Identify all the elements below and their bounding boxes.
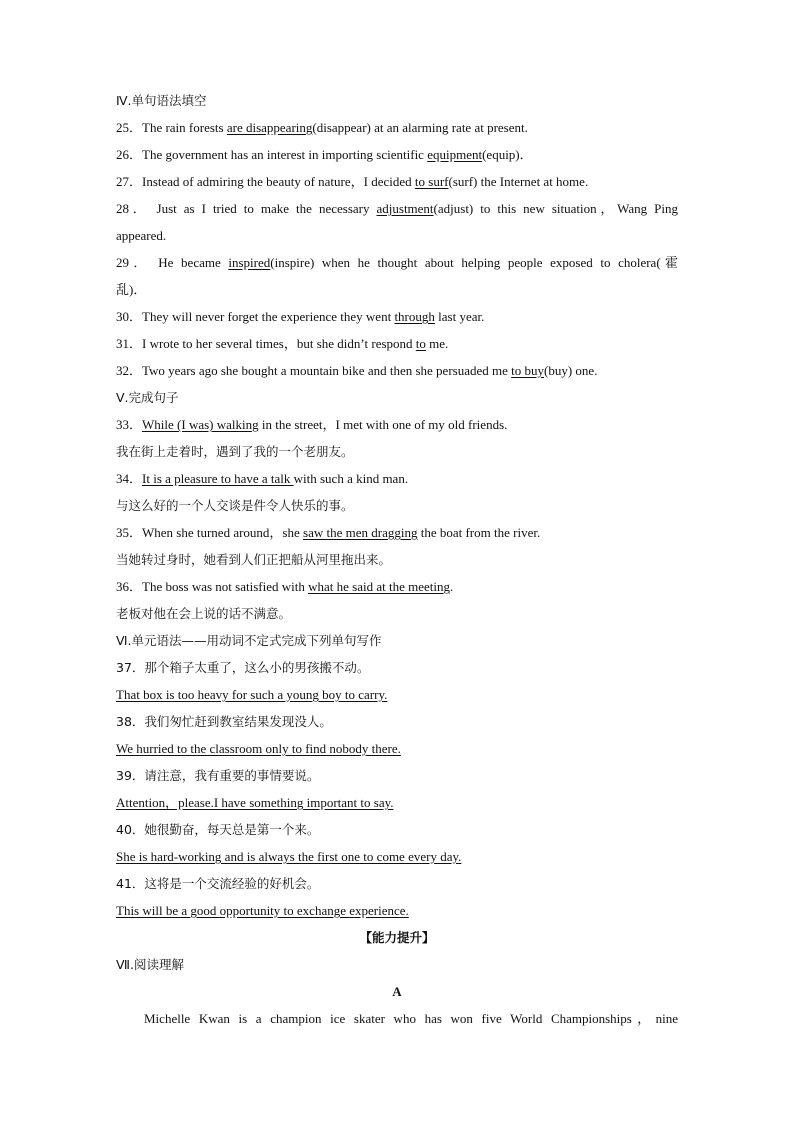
answer-38: We hurried to the classroom only to find nobody there. (116, 741, 401, 756)
question-39: 39．请注意，我有重要的事情要说。 (116, 768, 320, 783)
answer-33: While (I was) walking (142, 417, 259, 432)
question-36-chinese: 老板对他在会上说的话不满意。 (116, 606, 292, 621)
question-25: 25．The rain forests are disappearing(disappear) at an alarming rate at present. (116, 120, 528, 135)
question-28: 28． Just as I tried to make the necessary adjustment(adjust) to this new situation，Wang Ping (116, 201, 678, 216)
question-33: 33．While (I was) walking in the street，I met with one of my old friends. (116, 417, 508, 432)
question-33-chinese: 我在街上走着时，遇到了我的一个老朋友。 (116, 444, 354, 459)
answer-29: inspired (228, 255, 271, 270)
ability-heading: 【能力提升】 (359, 930, 435, 945)
answer-30: through (394, 309, 435, 324)
answer-26: equipment (427, 147, 483, 162)
question-31: 31．I wrote to her several times，but she didn’t respond to me. (116, 336, 449, 351)
question-35-chinese: 当她转过身时，她看到人们正把船从河里拖出来。 (116, 552, 392, 567)
section-6-heading: Ⅵ.单元语法——用动词不定式完成下列单句写作 (116, 633, 382, 648)
section-4-heading: Ⅳ.单句语法填空 (116, 93, 207, 108)
worksheet-page (116, 92, 678, 1028)
answer-27: to surf (414, 174, 449, 189)
question-35: 35．When she turned around，she saw the men dragging the boat from the river. (116, 525, 541, 540)
question-28-continued: appeared. (116, 228, 167, 243)
answer-28: adjustment (376, 201, 434, 216)
question-37: 37．那个箱子太重了，这么小的男孩搬不动。 (116, 660, 370, 675)
question-29-continued: 乱)． (116, 282, 147, 297)
answer-31: to (415, 336, 426, 351)
question-34: 34．It is a pleasure to have a talk with such a kind man. (116, 471, 409, 486)
answer-37: That box is too heavy for such a young boy to carry. (116, 687, 388, 702)
question-34-chinese: 与这么好的一个人交谈是件令人快乐的事。 (116, 498, 354, 513)
question-30: 30．They will never forget the experience they went through last year. (116, 309, 485, 324)
question-41: 41．这将是一个交流经验的好机会。 (116, 876, 320, 891)
answer-34: It is a pleasure to have a talk (142, 471, 294, 486)
question-29: 29． He became inspired(inspire) when he thought about helping people exposed to cholera(霍 (116, 255, 678, 270)
passage-label: A (392, 984, 402, 999)
answer-32: to buy (511, 363, 545, 378)
section-5-heading: Ⅴ.完成句子 (116, 390, 179, 405)
answer-40: She is hard-working and is always the first one to come every day. (116, 849, 462, 864)
answer-25: are disappearing (226, 120, 313, 135)
question-38: 38．我们匆忙赶到教室结果发现没人。 (116, 714, 332, 729)
question-27: 27．Instead of admiring the beauty of nature，I decided to surf(surf) the Internet at home. (116, 174, 589, 189)
question-40: 40．她很勤奋，每天总是第一个来。 (116, 822, 320, 837)
question-36: 36．The boss was not satisfied with what he said at the meeting. (116, 579, 454, 594)
question-32: 32．Two years ago she bought a mountain bike and then she persuaded me to buy(buy) one. (116, 363, 598, 378)
answer-41: This will be a good opportunity to exchange experience. (116, 903, 409, 918)
question-26: 26．The government has an interest in importing scientific equipment(equip)． (116, 147, 533, 162)
section-7-heading: Ⅶ.阅读理解 (116, 957, 184, 972)
answer-35: saw the men dragging (303, 525, 418, 540)
answer-39: Attention，please.I have something important to say. (116, 795, 394, 810)
passage-text: Michelle Kwan is a champion ice skater who has won five World Championships，nine (144, 1011, 678, 1026)
answer-36: what he said at the meeting (308, 579, 450, 594)
